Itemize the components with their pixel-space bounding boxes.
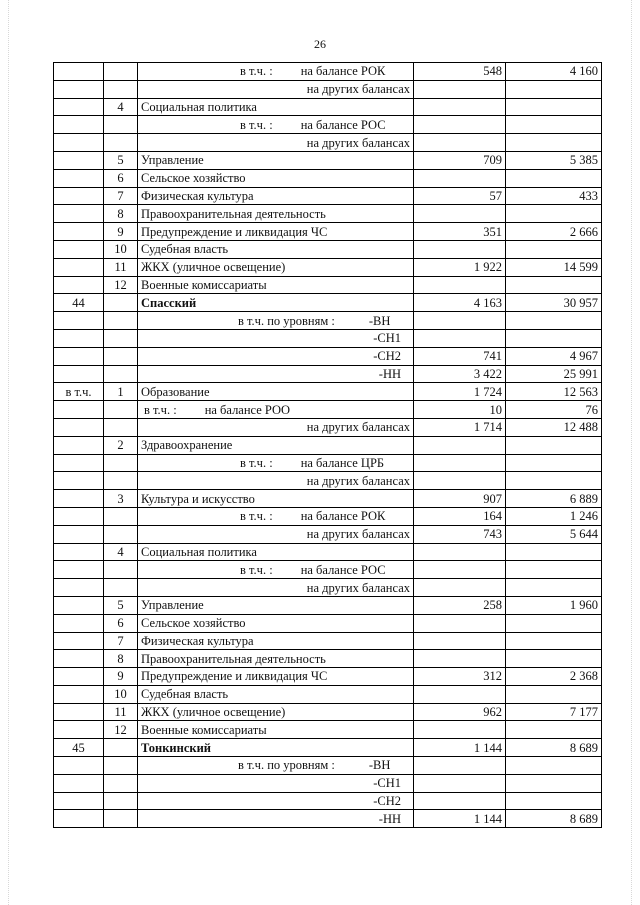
balance-label: на балансе РОО — [204, 402, 291, 417]
district-number-cell — [54, 721, 104, 739]
item-number-cell: 11 — [104, 703, 138, 721]
district-number-cell — [54, 774, 104, 792]
district-number-cell — [54, 490, 104, 508]
value-cell-2 — [506, 276, 602, 294]
table-row — [54, 365, 602, 383]
value-cell-2 — [506, 561, 602, 579]
value-cell-2: 12 488 — [506, 418, 602, 436]
value-cell-1 — [414, 632, 506, 650]
value-cell-2 — [506, 240, 602, 258]
value-cell-2 — [506, 543, 602, 561]
district-number-cell — [54, 632, 104, 650]
district-number-cell — [54, 792, 104, 810]
district-number-cell — [54, 365, 104, 383]
item-name-cell: Физическая культура — [138, 632, 414, 650]
value-cell-1 — [414, 240, 506, 258]
value-cell-1 — [414, 312, 506, 330]
value-cell-1: 1 144 — [414, 739, 506, 757]
district-row — [54, 739, 602, 757]
other-balance-cell: на других балансах — [138, 418, 414, 436]
table-row — [54, 169, 602, 187]
value-cell-2: 25 991 — [506, 365, 602, 383]
item-number-cell: 8 — [104, 205, 138, 223]
item-name-cell: Правоохранительная деятельность — [138, 650, 414, 668]
value-cell-1 — [414, 205, 506, 223]
district-number-cell — [54, 223, 104, 241]
value-cell-2: 4 160 — [506, 63, 602, 81]
value-cell-1 — [414, 436, 506, 454]
table-row — [54, 792, 602, 810]
table-row — [54, 703, 602, 721]
table-row — [54, 774, 602, 792]
item-name-cell: ЖКХ (уличное освещение) — [138, 703, 414, 721]
value-cell-1: 164 — [414, 507, 506, 525]
item-name-cell: Управление — [138, 151, 414, 169]
district-number-cell — [54, 151, 104, 169]
district-number-cell — [54, 543, 104, 561]
item-number-cell — [104, 561, 138, 579]
district-number-cell — [54, 98, 104, 116]
district-row — [54, 294, 602, 312]
item-number-cell — [104, 472, 138, 490]
scan-edge-left — [8, 0, 10, 905]
table-row — [54, 632, 602, 650]
value-cell-1 — [414, 329, 506, 347]
item-number-cell — [104, 134, 138, 152]
voltage-level-cell — [138, 312, 414, 330]
item-number-cell — [104, 757, 138, 775]
balance-label: на балансе РОС — [300, 117, 386, 132]
incl-prefix: в т.ч. : — [144, 402, 177, 417]
district-number-cell — [54, 436, 104, 454]
value-cell-1 — [414, 276, 506, 294]
value-cell-2 — [506, 774, 602, 792]
table-body — [54, 63, 602, 828]
item-name-cell: Образование — [138, 383, 414, 401]
item-number-cell: 9 — [104, 668, 138, 686]
other-balance-cell: на других балансах — [138, 579, 414, 597]
item-number-cell — [104, 116, 138, 134]
item-number-cell — [104, 579, 138, 597]
table-row — [54, 650, 602, 668]
value-cell-2 — [506, 472, 602, 490]
district-number-cell — [54, 169, 104, 187]
item-number-cell — [104, 418, 138, 436]
item-number-cell: 3 — [104, 490, 138, 508]
other-balance-cell: на других балансах — [138, 525, 414, 543]
table-row — [54, 116, 602, 134]
page-number: 26 — [314, 37, 326, 51]
table-row — [54, 80, 602, 98]
district-number-cell — [54, 810, 104, 828]
district-number-cell — [54, 80, 104, 98]
item-number-cell: 9 — [104, 223, 138, 241]
voltage-level-cell: -СН1 — [138, 774, 414, 792]
value-cell-2: 1 960 — [506, 596, 602, 614]
value-cell-1 — [414, 454, 506, 472]
item-number-cell: 10 — [104, 240, 138, 258]
voltage-level-cell: -СН2 — [138, 347, 414, 365]
district-number-cell — [54, 187, 104, 205]
value-cell-1: 57 — [414, 187, 506, 205]
item-number-cell: 4 — [104, 543, 138, 561]
value-cell-1: 312 — [414, 668, 506, 686]
item-number-cell: 5 — [104, 151, 138, 169]
item-number-cell: 6 — [104, 169, 138, 187]
balance-label: -ВН — [368, 758, 391, 773]
district-number-cell — [54, 347, 104, 365]
table-row — [54, 223, 602, 241]
value-cell-2: 5 644 — [506, 525, 602, 543]
value-cell-1: 1 922 — [414, 258, 506, 276]
incl-prefix: в т.ч. по уровням : — [238, 758, 335, 773]
value-cell-2: 4 967 — [506, 347, 602, 365]
item-name-cell: Судебная власть — [138, 240, 414, 258]
value-cell-1 — [414, 134, 506, 152]
value-cell-2 — [506, 632, 602, 650]
value-cell-2: 8 689 — [506, 739, 602, 757]
value-cell-2: 2 666 — [506, 223, 602, 241]
value-cell-2 — [506, 80, 602, 98]
value-cell-1 — [414, 98, 506, 116]
item-number-cell: 6 — [104, 614, 138, 632]
value-cell-2: 14 599 — [506, 258, 602, 276]
table-row — [54, 63, 602, 81]
district-number-cell — [54, 134, 104, 152]
table-row — [54, 347, 602, 365]
item-number-cell — [104, 739, 138, 757]
value-cell-1: 962 — [414, 703, 506, 721]
district-number-cell — [54, 258, 104, 276]
item-number-cell — [104, 312, 138, 330]
table-row — [54, 721, 602, 739]
item-name-cell: Здравоохранение — [138, 436, 414, 454]
item-number-cell: 12 — [104, 721, 138, 739]
item-number-cell — [104, 80, 138, 98]
incl-prefix: в т.ч. : — [240, 509, 273, 524]
district-number-cell — [54, 507, 104, 525]
value-cell-1: 709 — [414, 151, 506, 169]
item-number-cell — [104, 774, 138, 792]
table-row — [54, 401, 602, 419]
item-number-cell — [104, 347, 138, 365]
balance-label: на балансе РОС — [300, 562, 386, 577]
value-cell-2 — [506, 792, 602, 810]
item-number-cell — [104, 365, 138, 383]
balance-label: на балансе РОК — [300, 509, 386, 524]
item-name-cell: ЖКХ (уличное освещение) — [138, 258, 414, 276]
district-number-cell — [54, 703, 104, 721]
item-number-cell — [104, 507, 138, 525]
table-row — [54, 596, 602, 614]
value-cell-2 — [506, 169, 602, 187]
value-cell-1 — [414, 579, 506, 597]
district-number-cell — [54, 596, 104, 614]
district-number-cell — [54, 63, 104, 81]
value-cell-2: 6 889 — [506, 490, 602, 508]
item-number-cell — [104, 454, 138, 472]
balance-cell — [138, 116, 414, 134]
value-cell-2 — [506, 721, 602, 739]
table-row — [54, 543, 602, 561]
item-number-cell: 7 — [104, 187, 138, 205]
district-number-cell — [54, 329, 104, 347]
item-name-cell: Предупреждение и ликвидация ЧС — [138, 668, 414, 686]
table-row — [54, 810, 602, 828]
table-row — [54, 312, 602, 330]
table-row — [54, 276, 602, 294]
district-number-cell — [54, 454, 104, 472]
balance-cell — [138, 507, 414, 525]
table-row — [54, 436, 602, 454]
item-name-cell: Правоохранительная деятельность — [138, 205, 414, 223]
item-number-cell — [104, 329, 138, 347]
district-number-cell — [54, 116, 104, 134]
value-cell-2: 12 563 — [506, 383, 602, 401]
voltage-level-cell: -СН2 — [138, 792, 414, 810]
district-number-cell — [54, 757, 104, 775]
table-row — [54, 614, 602, 632]
value-cell-1 — [414, 80, 506, 98]
value-cell-2: 1 246 — [506, 507, 602, 525]
table-row — [54, 525, 602, 543]
item-number-cell: 2 — [104, 436, 138, 454]
item-name-cell: Военные комиссариаты — [138, 721, 414, 739]
district-number-cell — [54, 418, 104, 436]
value-cell-2: 2 368 — [506, 668, 602, 686]
value-cell-1 — [414, 792, 506, 810]
value-cell-1 — [414, 614, 506, 632]
incl-prefix: в т.ч. : — [240, 64, 273, 79]
table-row — [54, 187, 602, 205]
item-name-cell: Сельское хозяйство — [138, 169, 414, 187]
item-name-cell: Судебная власть — [138, 685, 414, 703]
district-number-cell — [54, 579, 104, 597]
district-number-cell — [54, 472, 104, 490]
value-cell-1: 4 163 — [414, 294, 506, 312]
district-number-cell — [54, 561, 104, 579]
district-number-cell — [54, 240, 104, 258]
district-number-cell: 45 — [54, 739, 104, 757]
value-cell-2 — [506, 454, 602, 472]
voltage-level-cell: -СН1 — [138, 329, 414, 347]
district-number-cell: в т.ч. — [54, 383, 104, 401]
value-cell-1: 907 — [414, 490, 506, 508]
item-number-cell — [104, 401, 138, 419]
value-cell-1: 1 144 — [414, 810, 506, 828]
scan-edge-right — [631, 0, 633, 905]
item-number-cell — [104, 792, 138, 810]
value-cell-1 — [414, 472, 506, 490]
table-row — [54, 240, 602, 258]
district-name-cell: Спасский — [138, 294, 414, 312]
item-name-cell: Сельское хозяйство — [138, 614, 414, 632]
value-cell-2 — [506, 579, 602, 597]
table-row — [54, 418, 602, 436]
item-number-cell — [104, 810, 138, 828]
budget-table — [53, 62, 602, 828]
value-cell-2 — [506, 614, 602, 632]
value-cell-2 — [506, 98, 602, 116]
value-cell-2 — [506, 312, 602, 330]
value-cell-2 — [506, 329, 602, 347]
value-cell-1: 351 — [414, 223, 506, 241]
table-row — [54, 205, 602, 223]
table-row — [54, 579, 602, 597]
item-number-cell: 11 — [104, 258, 138, 276]
value-cell-1: 1 724 — [414, 383, 506, 401]
item-number-cell: 10 — [104, 685, 138, 703]
item-number-cell: 8 — [104, 650, 138, 668]
value-cell-1 — [414, 774, 506, 792]
item-name-cell: Физическая культура — [138, 187, 414, 205]
value-cell-2: 8 689 — [506, 810, 602, 828]
table-row — [54, 685, 602, 703]
value-cell-1 — [414, 116, 506, 134]
item-number-cell — [104, 294, 138, 312]
value-cell-2 — [506, 650, 602, 668]
value-cell-1 — [414, 650, 506, 668]
value-cell-2 — [506, 116, 602, 134]
balance-label: -ВН — [368, 313, 391, 328]
value-cell-1: 10 — [414, 401, 506, 419]
district-number-cell — [54, 614, 104, 632]
incl-prefix: в т.ч. по уровням : — [238, 313, 335, 328]
balance-cell — [138, 63, 414, 81]
value-cell-1: 1 714 — [414, 418, 506, 436]
value-cell-1 — [414, 721, 506, 739]
value-cell-1 — [414, 561, 506, 579]
item-name-cell: Военные комиссариаты — [138, 276, 414, 294]
voltage-level-cell: -НН — [138, 365, 414, 383]
incl-prefix: в т.ч. : — [240, 117, 273, 132]
value-cell-1 — [414, 543, 506, 561]
district-number-cell — [54, 668, 104, 686]
value-cell-1 — [414, 757, 506, 775]
balance-cell — [138, 401, 414, 419]
district-number-cell — [54, 685, 104, 703]
value-cell-1 — [414, 685, 506, 703]
value-cell-1: 741 — [414, 347, 506, 365]
value-cell-1: 743 — [414, 525, 506, 543]
item-number-cell: 1 — [104, 383, 138, 401]
item-name-cell: Социальная политика — [138, 543, 414, 561]
value-cell-1: 548 — [414, 63, 506, 81]
table-row — [54, 383, 602, 401]
other-balance-cell: на других балансах — [138, 472, 414, 490]
balance-cell — [138, 454, 414, 472]
item-number-cell — [104, 525, 138, 543]
value-cell-2 — [506, 436, 602, 454]
district-number-cell — [54, 312, 104, 330]
value-cell-2 — [506, 685, 602, 703]
value-cell-2 — [506, 205, 602, 223]
other-balance-cell: на других балансах — [138, 80, 414, 98]
table-row — [54, 454, 602, 472]
value-cell-2: 433 — [506, 187, 602, 205]
value-cell-1 — [414, 169, 506, 187]
item-number-cell: 12 — [104, 276, 138, 294]
item-name-cell: Управление — [138, 596, 414, 614]
item-name-cell: Социальная политика — [138, 98, 414, 116]
district-number-cell — [54, 276, 104, 294]
item-number-cell — [104, 63, 138, 81]
item-number-cell: 4 — [104, 98, 138, 116]
table-row — [54, 668, 602, 686]
value-cell-2: 76 — [506, 401, 602, 419]
value-cell-2 — [506, 134, 602, 152]
district-number-cell: 44 — [54, 294, 104, 312]
value-cell-1: 258 — [414, 596, 506, 614]
district-number-cell — [54, 525, 104, 543]
value-cell-2: 5 385 — [506, 151, 602, 169]
value-cell-1: 3 422 — [414, 365, 506, 383]
value-cell-2 — [506, 757, 602, 775]
item-number-cell: 5 — [104, 596, 138, 614]
table-row — [54, 507, 602, 525]
incl-prefix: в т.ч. : — [240, 562, 273, 577]
table-row — [54, 757, 602, 775]
table-row — [54, 151, 602, 169]
district-name-cell: Тонкинский — [138, 739, 414, 757]
table-row — [54, 134, 602, 152]
table-row — [54, 329, 602, 347]
other-balance-cell: на других балансах — [138, 134, 414, 152]
voltage-level-cell: -НН — [138, 810, 414, 828]
balance-label: на балансе ЦРБ — [300, 455, 385, 470]
item-name-cell: Культура и искусство — [138, 490, 414, 508]
item-number-cell: 7 — [104, 632, 138, 650]
district-number-cell — [54, 205, 104, 223]
item-name-cell: Предупреждение и ликвидация ЧС — [138, 223, 414, 241]
district-number-cell — [54, 401, 104, 419]
value-cell-2: 30 957 — [506, 294, 602, 312]
table-row — [54, 561, 602, 579]
table-row — [54, 98, 602, 116]
table-row — [54, 258, 602, 276]
district-number-cell — [54, 650, 104, 668]
value-cell-2: 7 177 — [506, 703, 602, 721]
voltage-level-cell — [138, 757, 414, 775]
balance-label: на балансе РОК — [300, 64, 386, 79]
table-row — [54, 472, 602, 490]
balance-cell — [138, 561, 414, 579]
incl-prefix: в т.ч. : — [240, 455, 273, 470]
table-row — [54, 490, 602, 508]
